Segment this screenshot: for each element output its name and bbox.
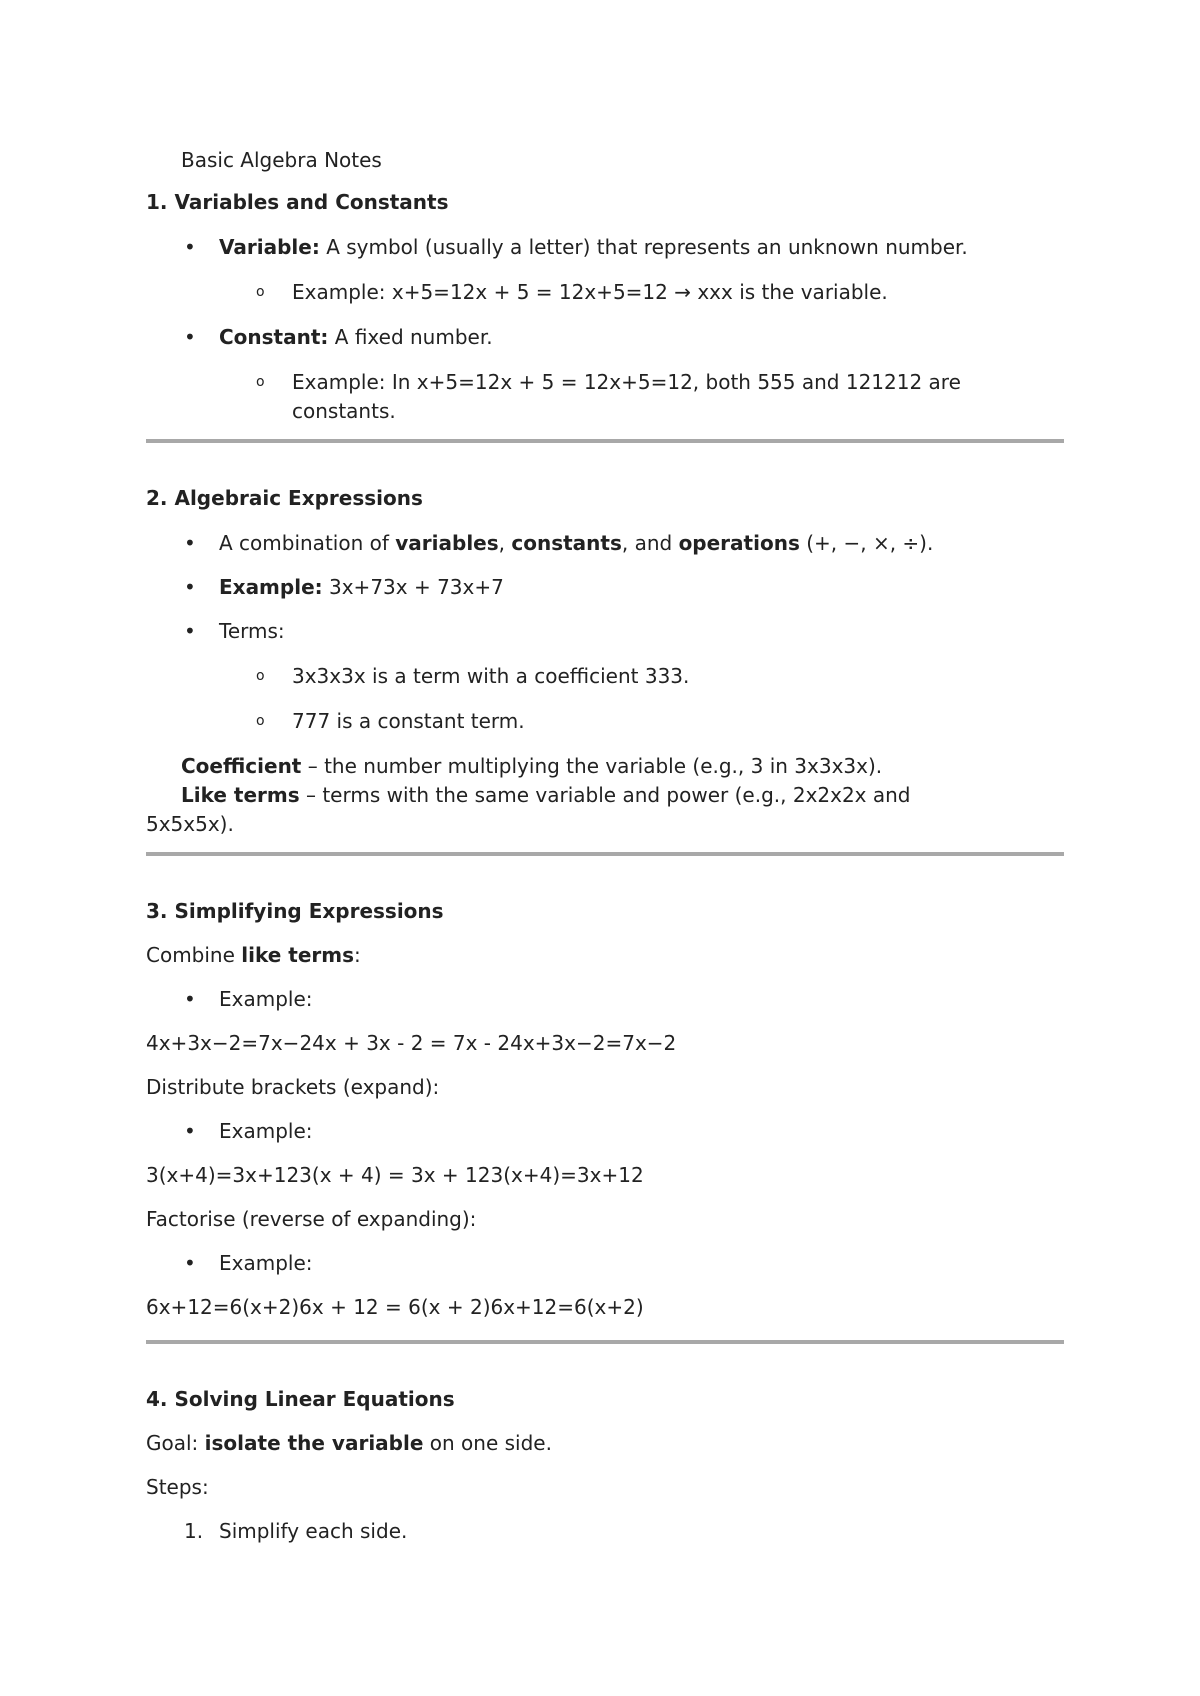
step-number: 1. <box>184 1519 204 1543</box>
bullet-icon: • <box>184 325 196 349</box>
constant-definition <box>219 325 493 349</box>
like-terms-bold: like terms <box>241 943 355 967</box>
goal-text <box>146 1431 552 1455</box>
document-title: Basic Algebra Notes <box>181 148 382 172</box>
bullet-icon: • <box>184 235 196 259</box>
factorise-heading: Factorise (reverse of expanding): <box>146 1207 477 1231</box>
horizontal-rule <box>146 852 1064 856</box>
text-fragment: : <box>354 943 361 967</box>
term-variables: variables <box>395 531 499 555</box>
example-label: Example: <box>219 987 313 1011</box>
coefficient-definition <box>181 754 882 778</box>
text-fragment: Goal: <box>146 1431 205 1455</box>
variable-definition <box>219 235 968 259</box>
constant-label: Constant: <box>219 325 329 349</box>
horizontal-rule <box>146 1340 1064 1344</box>
section-4-heading: 4. Solving Linear Equations <box>146 1387 455 1411</box>
like-terms-text: – terms with the same variable and power (e.g., 2x2x2x and <box>299 783 911 807</box>
expression-example <box>219 575 504 599</box>
term-example-2: 777 is a constant term. <box>292 709 525 733</box>
step-1-text: Simplify each side. <box>219 1519 408 1543</box>
terms-label: Terms: <box>219 619 285 643</box>
term-constants: constants <box>511 531 622 555</box>
sub-bullet-icon: o <box>256 713 265 729</box>
distribute-heading: Distribute brackets (expand): <box>146 1075 440 1099</box>
constant-example-line-2: constants. <box>292 399 396 423</box>
variable-example: Example: x+5=12x + 5 = 12x+5=12 → xxx is the variable. <box>292 280 888 304</box>
constant-text: A fixed number. <box>328 325 493 349</box>
variable-label: Variable: <box>219 235 320 259</box>
text-fragment: , and <box>621 531 679 555</box>
section-2-heading: 2. Algebraic Expressions <box>146 486 423 510</box>
text-fragment: Combine <box>146 943 242 967</box>
coefficient-label: Coefficient <box>181 754 302 778</box>
like-terms-definition <box>181 783 911 807</box>
bullet-icon: • <box>184 619 196 643</box>
bullet-icon: • <box>184 987 196 1011</box>
expression-definition <box>219 531 933 555</box>
steps-label: Steps: <box>146 1475 209 1499</box>
variable-text: A symbol (usually a letter) that represents an unknown number. <box>319 235 968 259</box>
text-fragment: on one side. <box>423 1431 552 1455</box>
combine-equation: 4x+3x−2=7x−24x + 3x - 2 = 7x - 24x+3x−2=7x−2 <box>146 1031 677 1055</box>
example-text: 3x+73x + 73x+7 <box>322 575 504 599</box>
goal-bold: isolate the variable <box>204 1431 424 1455</box>
sub-bullet-icon: o <box>256 374 265 390</box>
sub-bullet-icon: o <box>256 668 265 684</box>
bullet-icon: • <box>184 1251 196 1275</box>
example-label: Example: <box>219 1119 313 1143</box>
distribute-equation: 3(x+4)=3x+123(x + 4) = 3x + 123(x+4)=3x+12 <box>146 1163 644 1187</box>
coefficient-text: – the number multiplying the variable (e.g., 3 in 3x3x3x). <box>301 754 883 778</box>
horizontal-rule <box>146 439 1064 443</box>
like-terms-label: Like terms <box>181 783 300 807</box>
text-fragment: (+, −, ×, ÷). <box>799 531 934 555</box>
section-1-heading: 1. Variables and Constants <box>146 190 449 214</box>
text-fragment: , <box>498 531 512 555</box>
bullet-icon: • <box>184 575 196 599</box>
term-example-1: 3x3x3x is a term with a coefficient 333. <box>292 664 690 688</box>
section-3-heading: 3. Simplifying Expressions <box>146 899 444 923</box>
term-operations: operations <box>678 531 800 555</box>
combine-like-terms <box>146 943 361 967</box>
sub-bullet-icon: o <box>256 284 265 300</box>
example-label: Example: <box>219 575 323 599</box>
constant-example-line-1: Example: In x+5=12x + 5 = 12x+5=12, both 555 and 121212 are <box>292 370 961 394</box>
bullet-icon: • <box>184 531 196 555</box>
like-terms-continuation: 5x5x5x). <box>146 812 234 836</box>
text-fragment: A combination of <box>219 531 396 555</box>
example-label: Example: <box>219 1251 313 1275</box>
factorise-equation: 6x+12=6(x+2)6x + 12 = 6(x + 2)6x+12=6(x+2) <box>146 1295 644 1319</box>
bullet-icon: • <box>184 1119 196 1143</box>
